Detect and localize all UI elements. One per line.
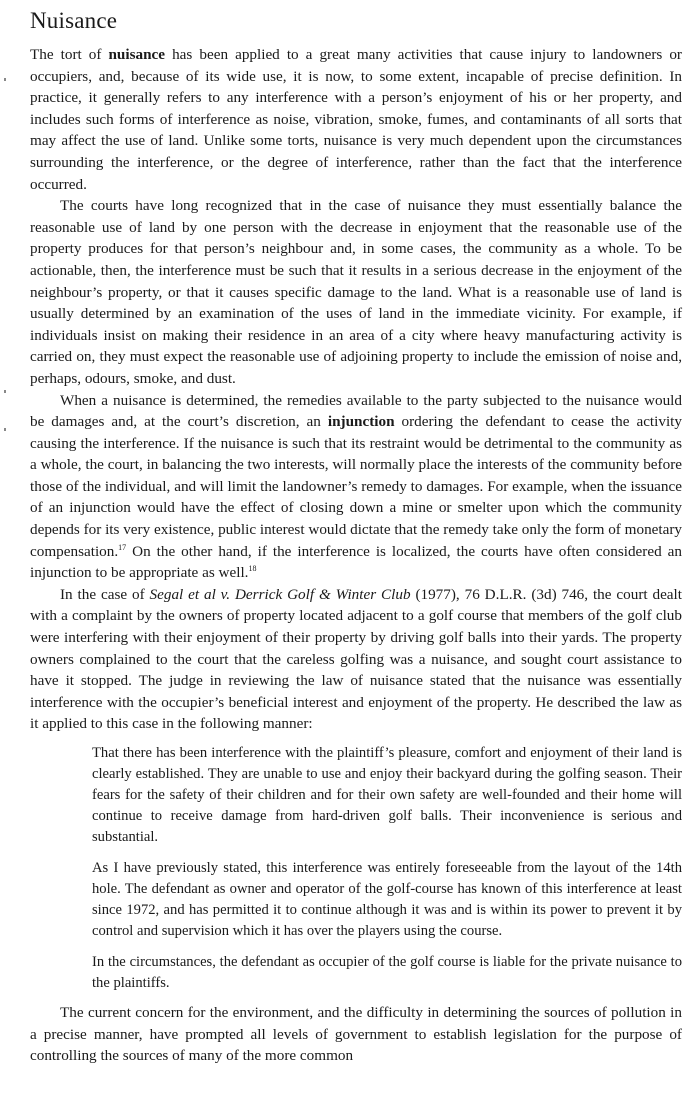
quote-paragraph: As I have previously stated, this interference was entirely foreseeable from the layout of the 14th hole. The defendant as owner and operator of the golf-course has known of this interference at least since 1972, and has permitted it to continue although it was and is within its power to prevent it by control and supervision which it has over the players using the course. bbox=[92, 860, 682, 939]
paragraph-3-part-b: ordering the defendant to cease the activity causing the interference. If the nuisance is such that its restraint would be detrimental to the community as a whole, the court, in balancing the two interests, will normally place the interests of the community before those of the individual, and will limit the landowner’s remedy to damages. For example, when the issuance of an injunction would have the effect of closing down a mine or smelter upon which the community depends for its very existence, public interest would dictate that the remedy take only the form of monetary compensation. bbox=[30, 413, 683, 560]
footnote-ref-18: 18 bbox=[248, 564, 257, 574]
paragraph-3 bbox=[30, 390, 682, 584]
term-injunction: injunction bbox=[327, 413, 395, 431]
quote-paragraph: In the circumstances, the defendant as occupier of the golf course is liable for the private nuisance to the plaintiffs. bbox=[92, 954, 682, 991]
block-quote bbox=[92, 743, 682, 994]
paragraph-5: The current concern for the environment, and the difficulty in determining the sources of pollution in a precise manner, have prompted all levels of government to establish legislation for the purpose of controlling the sources of many of the more common bbox=[30, 1004, 682, 1065]
term-nuisance: nuisance bbox=[108, 46, 166, 63]
paragraph-3-part-a: When a nuisance is determined, the remedies available to the party subjected to the nuisance would be damages and, at the court’s discretion, an bbox=[30, 391, 682, 431]
paragraph-4-part-a: In the case of bbox=[60, 585, 150, 603]
paragraph-1 bbox=[30, 44, 682, 195]
footnote-ref-17: 17 bbox=[118, 542, 127, 552]
section-heading: Nuisance bbox=[30, 8, 118, 33]
quote-paragraph: That there has been interference with the plaintiff’s pleasure, comfort and enjoyment of their land is clearly established. They are unable to use and enjoy their backyard during the golfing season. Their fears for the safety of their children and for their own safety are well-founded and their home will continue to receive damage from hard-driven golf balls. Their inconvenience is serious and substantial. bbox=[92, 745, 682, 845]
case-citation: Segal et al v. Derrick Golf & Winter Club bbox=[149, 585, 411, 603]
margin-mark bbox=[4, 390, 6, 393]
paragraph-4-part-b: (1977), 76 D.L.R. (3d) 746, the court dealt with a complaint by the owners of property located adjacent to a golf course that members of the golf club were interfering with their enjoyment of their property by driving golf balls into their yards. The property owners complained to the court that the careless golfing was a nuisance, and sought court assistance to have it stopped. The judge in reviewing the law of nuisance stated that the nuisance was essentially interference with the occupier’s beneficial interest and enjoyment of the property. He described the law as it applied to this case in the following manner: bbox=[30, 585, 682, 733]
paragraph-1-intro: The tort of bbox=[30, 46, 109, 63]
document-page bbox=[30, 8, 682, 1067]
paragraph-3-part-c: On the other hand, if the interference is localized, the courts have often considered an injunction to be appropriate as well. bbox=[30, 542, 682, 582]
paragraph-2: The courts have long recognized that in the case of nuisance they must essentially balance the reasonable use of land by one person with the decrease in enjoyment that the reasonable use of the property produces for that person’s neighbour and, in some cases, the community as a whole. To be actionable, then, the interference must be such that it results in a serious decrease in the enjoyment of the neighbour’s property, or that it causes specific damage to the land. What is a reasonable use of land is usually determined by an examination of the uses of land in the immediate vicinity. For example, if individuals insist on making their residence in an area of a city where heavy manufacturing activity is carried on, they must expect the reasonable use of adjoining property to include the emission of noise and, perhaps, odours, smoke, and dust. bbox=[30, 197, 682, 387]
paragraph-4 bbox=[30, 584, 682, 735]
paragraph-1-text: has been applied to a great many activities that cause injury to landowners or occupiers, and, because of its wide use, it is now, to some extent, incapable of precise definition. In practice, it generally refers to any interference with a person’s enjoyment of his or her property, and includes such forms of interference as noise, vibration, smoke, fumes, and contaminants of all sorts that may affect the use of land. Unlike some torts, nuisance is very much dependent upon the circumstances surrounding the interference, or the degree of interference, rather than the fact that the interference occurred. bbox=[30, 46, 682, 193]
margin-mark bbox=[4, 78, 6, 81]
margin-mark bbox=[4, 428, 6, 431]
